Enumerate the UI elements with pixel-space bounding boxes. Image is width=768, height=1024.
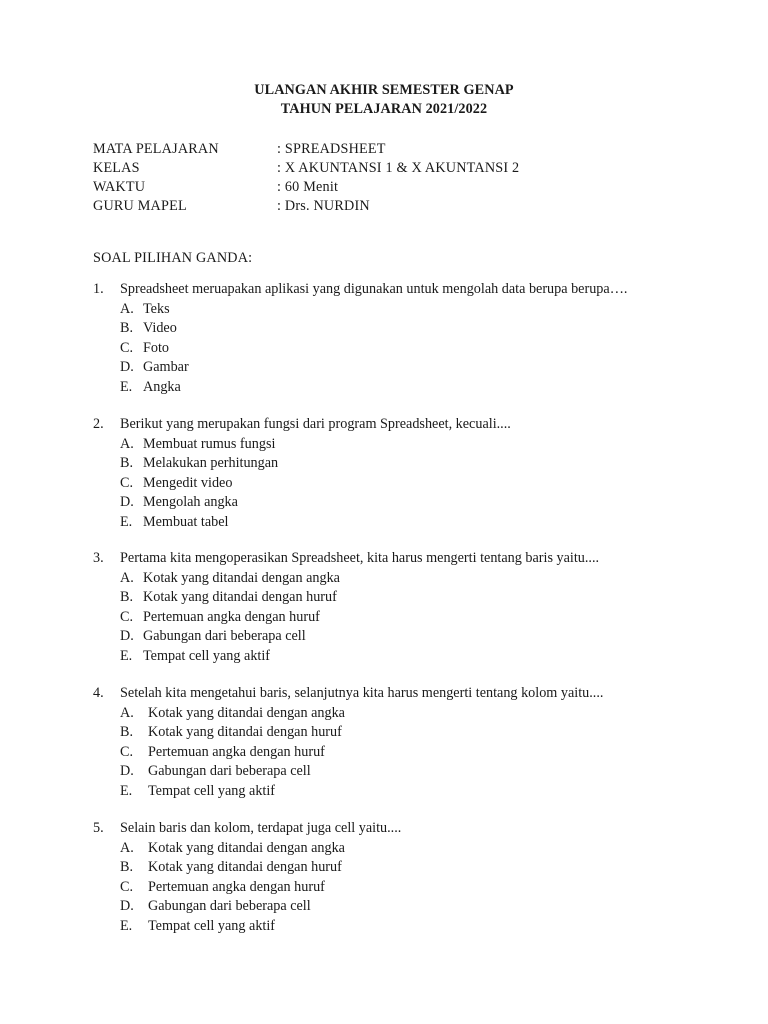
option-text: Pertemuan angka dengan huruf [148,878,325,895]
document-title: ULANGAN AKHIR SEMESTER GENAP [254,82,514,98]
option-letter: E. [120,782,133,799]
option-letter: E. [120,647,133,664]
question-text: Berikut yang merupakan fungsi dari program Spreadsheet, kecuali.... [120,416,511,432]
option-letter: B. [120,859,134,875]
info-value: : X AKUNTANSI 1 & X AKUNTANSI 2 [277,160,520,176]
option-text: Tempat cell yang aktif [148,917,276,934]
question-number: 5. [93,820,104,836]
info-value: : 60 Menit [277,179,339,195]
option-text: Foto [143,339,170,356]
option-text: Teks [143,300,170,317]
option-text: Mengedit video [143,474,233,491]
option-text: Pertemuan angka dengan huruf [148,743,325,760]
option-text: Kotak yang ditandai dengan angka [148,839,345,856]
option-text: Gabungan dari beberapa cell [148,898,311,914]
question-text: Setelah kita mengetahui baris, selanjutnya kita harus mengerti tentang kolom yaitu.... [120,685,604,701]
option-letter: D. [120,494,134,510]
question-text: Pertama kita mengoperasikan Spreadsheet, kita harus mengerti tentang baris yaitu.... [120,550,600,566]
info-value: : SPREADSHEET [277,141,386,157]
option-letter: C. [120,339,134,356]
option-text: Kotak yang ditandai dengan huruf [143,589,337,605]
option-letter: C. [120,743,134,760]
question-text: Selain baris dan kolom, terdapat juga cell yaitu.... [120,820,402,836]
info-label: GURU MAPEL [93,198,187,214]
question-number: 3. [93,550,104,566]
option-letter: C. [120,878,134,895]
option-text: Gabungan dari beberapa cell [148,763,311,779]
option-text: Gabungan dari beberapa cell [143,628,306,644]
option-text: Kotak yang ditandai dengan angka [148,704,345,721]
option-letter: D. [120,359,134,375]
option-text: Tempat cell yang aktif [148,782,276,799]
option-letter: B. [120,724,134,740]
question-number: 1. [93,281,104,297]
option-letter: B. [120,589,134,605]
option-letter: A. [120,704,134,721]
info-value: : Drs. NURDIN [277,198,370,214]
option-text: Tempat cell yang aktif [143,647,271,664]
option-letter: D. [120,763,134,779]
option-text: Melakukan perhitungan [143,455,279,471]
question-text: Spreadsheet meruapakan aplikasi yang digunakan untuk mengolah data berupa berupa…. [120,281,628,297]
option-text: Kotak yang ditandai dengan huruf [148,859,342,875]
option-letter: B. [120,455,134,471]
option-letter: A. [120,839,134,856]
option-text: Membuat tabel [143,513,229,530]
question-number: 2. [93,416,104,432]
option-text: Membuat rumus fungsi [143,435,276,452]
option-letter: A. [120,435,134,452]
option-letter: E. [120,513,133,530]
question-number: 4. [93,685,104,701]
option-text: Kotak yang ditandai dengan huruf [148,724,342,740]
option-text: Video [143,320,177,336]
option-text: Pertemuan angka dengan huruf [143,608,320,625]
option-letter: A. [120,569,134,586]
option-letter: C. [120,608,134,625]
option-letter: E. [120,917,133,934]
option-letter: A. [120,300,134,317]
option-text: Gambar [143,359,189,375]
option-letter: E. [120,378,133,395]
option-text: Angka [143,378,181,395]
option-letter: D. [120,898,134,914]
document-subtitle: TAHUN PELAJARAN 2021/2022 [280,101,488,117]
info-label: WAKTU [93,179,146,195]
info-label: KELAS [93,160,140,176]
option-letter: B. [120,320,134,336]
option-text: Kotak yang ditandai dengan angka [143,569,340,586]
option-letter: C. [120,474,134,491]
option-text: Mengolah angka [143,494,238,510]
info-label: MATA PELAJARAN [93,141,219,157]
section-title: SOAL PILIHAN GANDA: [93,250,253,266]
option-letter: D. [120,628,134,644]
